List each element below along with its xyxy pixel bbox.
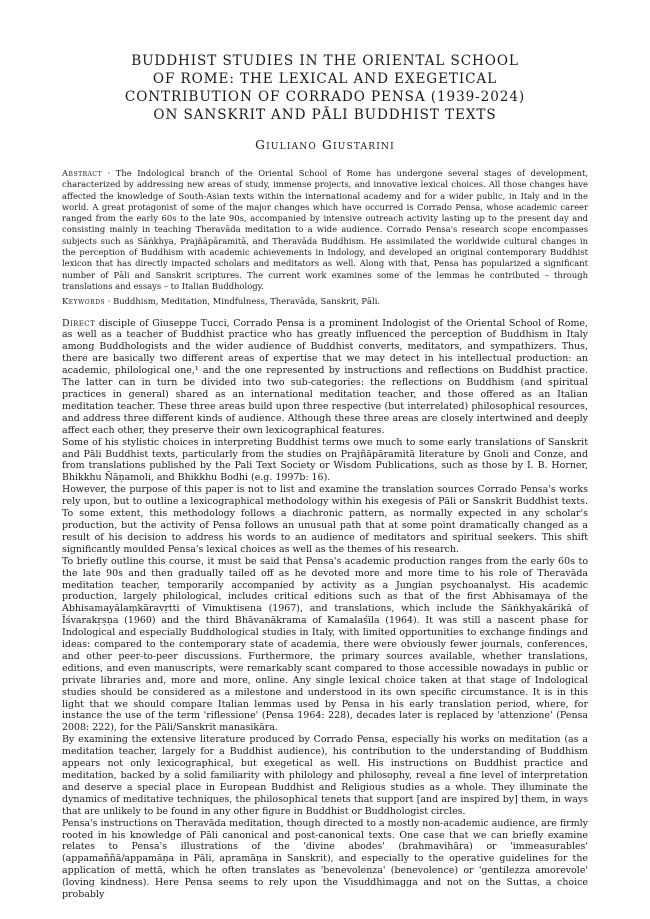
paragraph: By examining the extensive literature produced by Corrado Pensa, especially his works on meditation (as a meditation teacher, largely for a Buddhist audience), his contribution to the understanding of Buddhism appears not only lexicographical, but exegetical as well. His instructions on Buddhist practice and meditation, backed by a solid familiarity with philology and philosophy, reveal a fine level of interpretation and deserve a special place in European Buddhist and Religious studies as a whole. They illuminate the dynamics of meditative techniques, the philosophical tenets that support [and are inspired by] them, in ways that are unlikely to be found in any other figure in Buddhist or Buddhologist circles. (62, 734, 588, 817)
title-line: ON SANSKRIT AND PĀLI BUDDHIST TEXTS (153, 107, 497, 123)
keywords-text: · Buddhism, Meditation, Mindfulness, Theravāda, Sanskrit, Pāli. (105, 296, 381, 307)
title-line: CONTRIBUTION OF CORRADO PENSA (1939-2024) (124, 89, 526, 105)
paragraph: To briefly outline this course, it must be said that Pensa's academic production ranges from the early 60s to the late 90s and then gradually tailed off as he devoted more and more time to his role of Theravāda meditation teacher, temporarily accompanied by activity as a Jungian psychoanalyst. His academic production, largely philological, includes critical editions such as that of the first Abhisamaya of the Abhisamayālaṃkāravṛtti of Vimuktisena (1967), and translations, which include the Sāṅkhyakārikā of Īśvarakṛṣṇa (1960) and the third Bhāvanākrama of Kamalaśīla (1964). It was still a nascent phase for Indological and especially Buddhological studies in Italy, with limited opportunities to exchange findings and ideas: compared to the contemporary state of academia, there were obviously fewer journals, conferences, and other peer-to-peer discussions. Furthermore, the primary sources available, whether translations, editions, and even manuscripts, were remarkably scant compared to those accessible nowadays in public or private libraries and, more and more, online. Any single lexical choice taken at that stage of Indological studies should be considered as a milestone and understood in its own specific circumstance. It is in this light that we should compare Italian lemmas used by Pensa in his early translation period, where, for instance the use of the term 'riflessione' (Pensa 1964: 228), decades later is replaced by 'attenzione' (Pensa 2008: 222), for the Pāli/Sanskrit manasikāra. (62, 555, 588, 734)
title-line: OF ROME: THE LEXICAL AND EXEGETICAL (152, 71, 498, 87)
keywords-label: Keywords (62, 296, 106, 307)
paragraph (62, 318, 588, 437)
body-text (62, 318, 588, 901)
paragraph: Pensa's instructions on Theravāda meditation, though directed to a mostly non-academic audience, are firmly rooted in his knowledge of Pāli canonical and post-canonical texts. One case that we can briefly examine relates to Pensa's illustrations of the 'divine abodes' (brahmavihāra) or 'immeasurables' (appamaññā/appamāṇa in Pāli, apramāṇa in Sanskrit), and especially to the operative guidelines for the application of mettā, which he often translates as 'benevolenza' (benevolence) or 'gentilezza amorevole' (loving kindness). Here Pensa seems to rely upon the Visuddhimagga and not on the Suttas, a choice probably (62, 817, 588, 901)
paper-title (62, 0, 588, 124)
keywords (62, 296, 588, 307)
paragraph: However, the purpose of this paper is not to list and examine the translation sources Corrado Pensa's works rely upon, but to outline a lexicographical methodology within his exegesis of Pāli or Sanskrit Buddhist texts. To some extent, this methodology follows a diachronic pattern, as normally expected in any scholar's production, but the activity of Pensa follows an unusual path that at some point dramatically changed as a result of his decision to address his words to an audience of meditators and spiritual seekers. This shift significantly moulded Pensa's lexical choices as well as the themes of his research. (62, 484, 588, 555)
abstract-label: Abstract (62, 168, 103, 178)
author-name: Giuliano Giustarini (255, 138, 395, 152)
paragraph-lead-word: Direct (62, 317, 96, 329)
abstract-text: · The Indological branch of the Oriental School of Rome has undergone several stages of development, characterized by addressing new areas of study, immense projects, and innovative lexical choices. All those changes have affected the knowledge of South-Asian texts within the international academy and for a wider public, in Italy and in the world. A great protagonist of some of the major changes which have occurred is Corrado Pensa, whose academic career ranged from the early 60s to the late 90s, accompanied by intensive outreach activity lasting up to the present day and consisting mainly in teaching Theravāda meditation to a wide audience. Corrado Pensa's research scope encompasses subjects such as Sāṅkhya, Prajñāpāramitā, and Theravāda Buddhism. He assimilated the worldwide cultural changes in the perception of Buddhism with academic achievements in Indology, and developed an original contemporary Buddhist lexicon that has directly impacted scholars and meditators as well. Along with that, Pensa has popularized a significant number of Pāli and Sanskrit scriptures. The current work examines some of the lemmas he contributed – through translations and essays – to Italian Buddhology. (62, 168, 588, 291)
paragraph-text: disciple of Giuseppe Tucci, Corrado Pensa is a prominent Indologist of the Oriental School of Rome, as well as a teacher of Buddhist practice who has greatly influenced the perception of Buddhism in Italy among Buddhologists and the wider audience of Buddhist converts, meditators, and sympathizers. Thus, there are basically two different areas of expertise that we may detect in his intellectual production: an academic, philological one,¹ and the one represented by instructions and reflections on Buddhist practice. The latter can in turn be divided into two sub-categories: the reflections on Buddhism (and spiritual practices in general) shared as an international meditation teacher, and those offered as an Italian meditation teacher. These three areas build upon three respective (but interrelated) philosophical resources, and address three different kinds of audience. Although these three areas are closely intertwined and deeply affect each other, they preserve their own lexicographical features. (62, 317, 588, 436)
abstract (62, 168, 588, 292)
title-line: BUDDHIST STUDIES IN THE ORIENTAL SCHOOL (131, 53, 519, 69)
paragraph: Some of his stylistic choices in interpreting Buddhist terms owe much to some early translations of Sanskrit and Pāli Buddhist texts, particularly from the studies on Prajñāpāramitā literature by Gnoli and Conze, and from translations published by the Pali Text Society or Wisdom Publications, such as those by I. B. Horner, Bhikkhu Ñāṇamoli, and Bhikkhu Bodhi (e.g. 1997b: 16). (62, 436, 588, 484)
